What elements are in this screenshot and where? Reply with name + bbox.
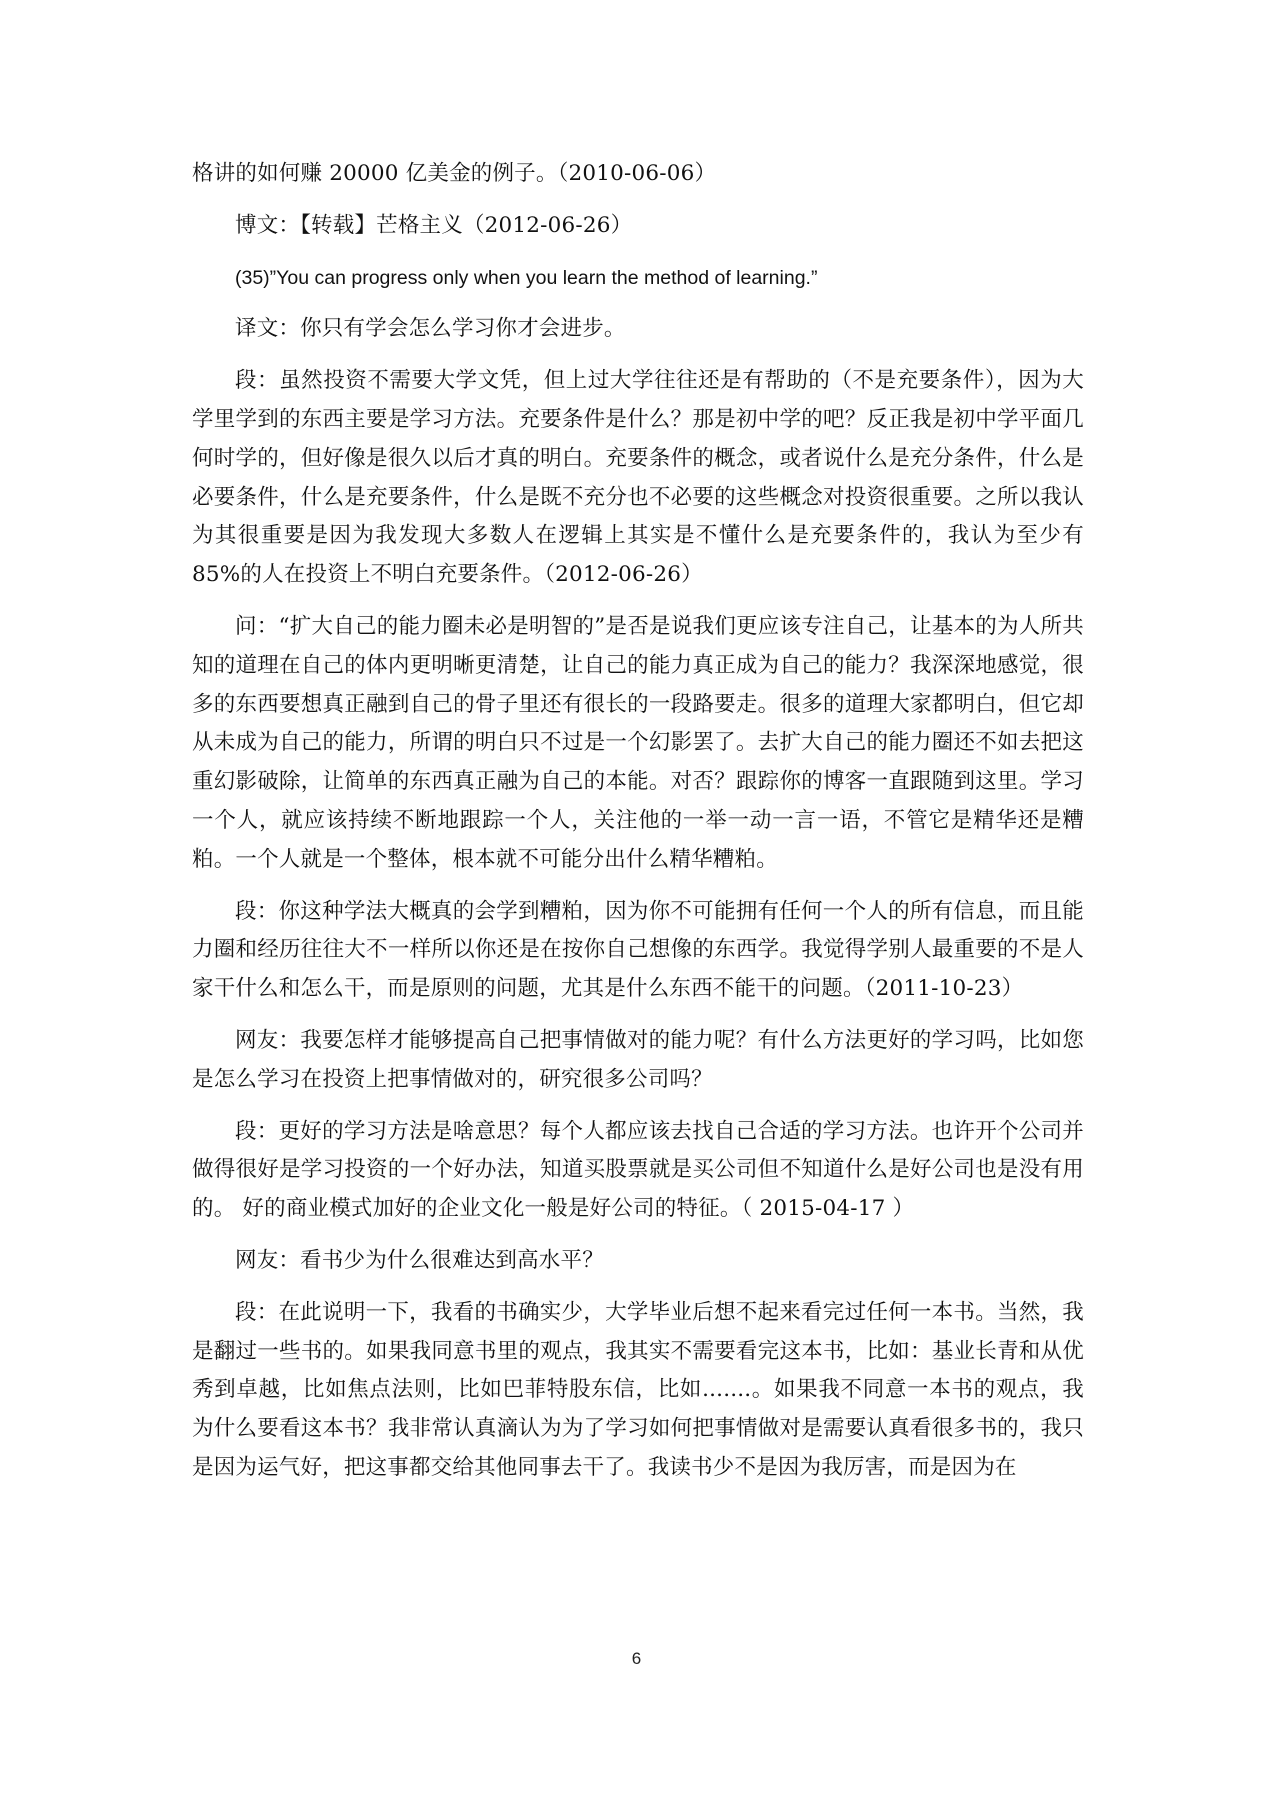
- paragraph-netizen-question: 网友：我要怎样才能够提高自己把事情做对的能力呢？有什么方法更好的学习吗，比如您是怎么学习在投资上把事情做对的，研究很多公司吗？: [192, 1027, 1084, 1092]
- page-number: 6: [631, 1649, 642, 1668]
- paragraph-blog-title: 博文：【转载】芒格主义（2012-06-26）: [235, 212, 633, 238]
- document-body: [192, 155, 1084, 1488]
- paragraph-question: 问：“扩大自己的能力圈未必是明智的”是否是说我们更应该专注自己，让基本的为人所共知的道理在自己的体内更明晰更清楚，让自己的能力真正成为自己的能力？我深深地感觉，很多的东西要想真正融到自己的骨子里还有很长的一段路要走。很多的道理大家都明白，但它却从未成为自己的能力，所谓的明白只不过是一个幻影罢了。去扩大自己的能力圈还不如去把这重幻影破除，让简单的东西真正融为自己的本能。对否？跟踪你的博客一直跟随到这里。学习一个人，就应该持续不断地跟踪一个人，关注他的一举一动一言一语，不管它是精华还是糟粕。一个人就是一个整体，根本就不可能分出什么精华糟粕。: [192, 613, 1084, 872]
- paragraph-translation: 译文：你只有学会怎么学习你才会进步。: [235, 316, 626, 342]
- paragraph-netizen-question: 网友：看书少为什么很难达到高水平？: [235, 1247, 604, 1273]
- paragraph-answer: 段：虽然投资不需要大学文凭，但上过大学往往还是有帮助的（不是充要条件），因为大学里学到的东西主要是学习方法。充要条件是什么？那是初中学的吧？反正我是初中学平面几何时学的，但好像是很久以后才真的明白。充要条件的概念，或者说什么是充分条件，什么是必要条件，什么是充要条件，什么是既不充分也不必要的这些概念对投资很重要。之所以我认为其很重要是因为我发现大多数人在逻辑上其实是不懂什么是充要条件的，我认为至少有 85%的人在投资上不明白充要条件。（2012-06-26）: [192, 368, 1084, 588]
- paragraph-english-quote: (35)”You can progress only when you learn the method of learning.”: [235, 266, 818, 289]
- paragraph-continuation: 格讲的如何赚 20000 亿美金的例子。（2010-06-06）: [192, 161, 717, 186]
- paragraph-answer: 段：更好的学习方法是啥意思？每个人都应该去找自己合适的学习方法。也许开个公司并做得很好是学习投资的一个好办法，知道买股票就是买公司但不知道什么是好公司也是没有用的。 好的商业模式加好的企业文化一般是好公司的特征。（ 2015-04-17 ）: [192, 1118, 1084, 1222]
- paragraph-answer: 段：在此说明一下，我看的书确实少，大学毕业后想不起来看完过任何一本书。当然，我是翻过一些书的。如果我同意书里的观点，我其实不需要看完这本书，比如：基业长青和从优秀到卓越，比如焦点法则，比如巴菲特股东信，比如.......。如果我不同意一本书的观点，我为什么要看这本书？我非常认真滴认为为了学习如何把事情做对是需要认真看很多书的，我只是因为运气好，把这事都交给其他同事去干了。我读书少不是因为我厉害，而是因为在: [192, 1299, 1084, 1480]
- paragraph-answer: 段：你这种学法大概真的会学到糟粕，因为你不可能拥有任何一个人的所有信息，而且能力圈和经历往往大不一样所以你还是在按你自己想像的东西学。我觉得学别人最重要的不是人家干什么和怎么干，而是原则的问题，尤其是什么东西不能干的问题。（2011-10-23）: [192, 898, 1084, 1002]
